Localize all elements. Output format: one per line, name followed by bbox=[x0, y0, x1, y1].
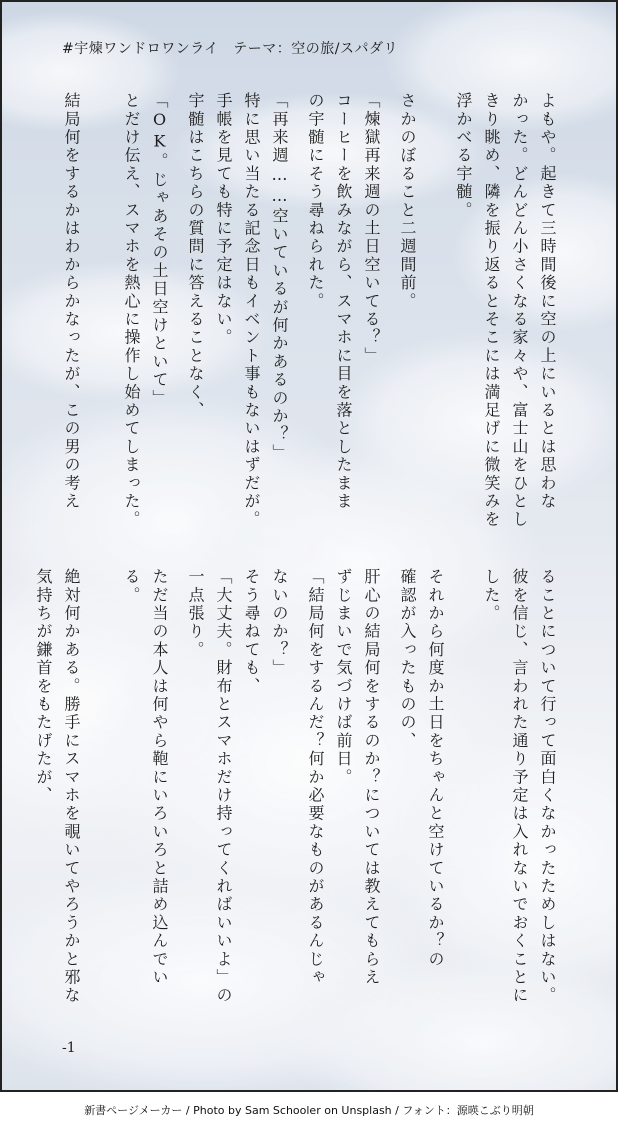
text-column: した。 bbox=[482, 568, 501, 623]
text-column: 「大丈夫。財布とスマホだけ持ってくればいいよ」の bbox=[214, 568, 233, 1005]
text-column: の宇髄にそう尋ねられた。 bbox=[306, 92, 325, 311]
page-header: #宇煉ワンドロワンライ テーマ：空の旅/スパダリ bbox=[62, 41, 399, 57]
text-column: ることについて行って面白くなかったためしはない。 bbox=[538, 568, 557, 1005]
credit-footer: 新書ページメーカー / Photo by Sam Schooler on Unsplash / フォント：源暎こぶり明朝 bbox=[84, 1104, 534, 1117]
text-column: ただ当の本人は何やら鞄にいろいろと詰め込んでい bbox=[150, 568, 169, 987]
text-column: ないのか？」 bbox=[270, 568, 289, 678]
text-column: それから何度か土日をちゃんと空けているか？の bbox=[426, 568, 445, 969]
text-column: 手帳を見ても特に予定はない。 bbox=[214, 92, 233, 347]
text-column: ずじまいで気づけば前日。 bbox=[334, 568, 353, 787]
text-column: さかのぼること二週間前。 bbox=[398, 92, 417, 311]
text-column: 気持ちが鎌首をもたげたが、 bbox=[34, 568, 53, 805]
text-column: かった。どんどん小さくなる家々や、富士山をひとし bbox=[510, 92, 529, 529]
text-column: コーヒーを飲みながら、スマホに目を落としたまま bbox=[334, 92, 353, 511]
text-column: よもや。起きて三時間後に空の上にいるとは思わな bbox=[538, 92, 557, 511]
page-number: -1 bbox=[62, 1040, 76, 1056]
text-column: 結局何をするかはわからかなったが、この男の考え bbox=[62, 92, 81, 511]
text-column: 「結局何をするんだ？何か必要なものがあるんじゃ bbox=[306, 568, 325, 987]
text-column: 「煉獄再来週の土日空いてる？」 bbox=[362, 92, 381, 365]
text-column: 浮かべる宇髄。 bbox=[454, 92, 473, 220]
text-column: そう尋ねても、 bbox=[242, 568, 261, 696]
text-column: 「OK。じゃあその土日空けといて」 bbox=[150, 92, 169, 408]
text-column: きり眺め、隣を振り返るとそこには満足げに微笑みを bbox=[482, 92, 501, 529]
text-column: 絶対何かある。勝手にスマホを覗いてやろうかと邪な bbox=[62, 568, 81, 1005]
text-column: 宇髄はこちらの質問に答えることなく、 bbox=[186, 92, 205, 420]
text-column: る。 bbox=[122, 568, 141, 605]
text-column: 特に思い当たる記念日もイベント事もないはずだが。 bbox=[242, 92, 261, 529]
text-column: 彼を信じ、言われた通り予定は入れないでおくことに bbox=[510, 568, 529, 1005]
text-column: 肝心の結局何をするのか？については教えてもらえ bbox=[362, 568, 381, 987]
text-column: とだけ伝え、スマホを熱心に操作し始めてしまった。 bbox=[122, 92, 141, 529]
text-column: 「再来週……空いているが何かあるのか？」 bbox=[270, 92, 289, 462]
text-column: 確認が入ったものの、 bbox=[398, 568, 417, 750]
text-column: 一点張り。 bbox=[186, 568, 205, 659]
